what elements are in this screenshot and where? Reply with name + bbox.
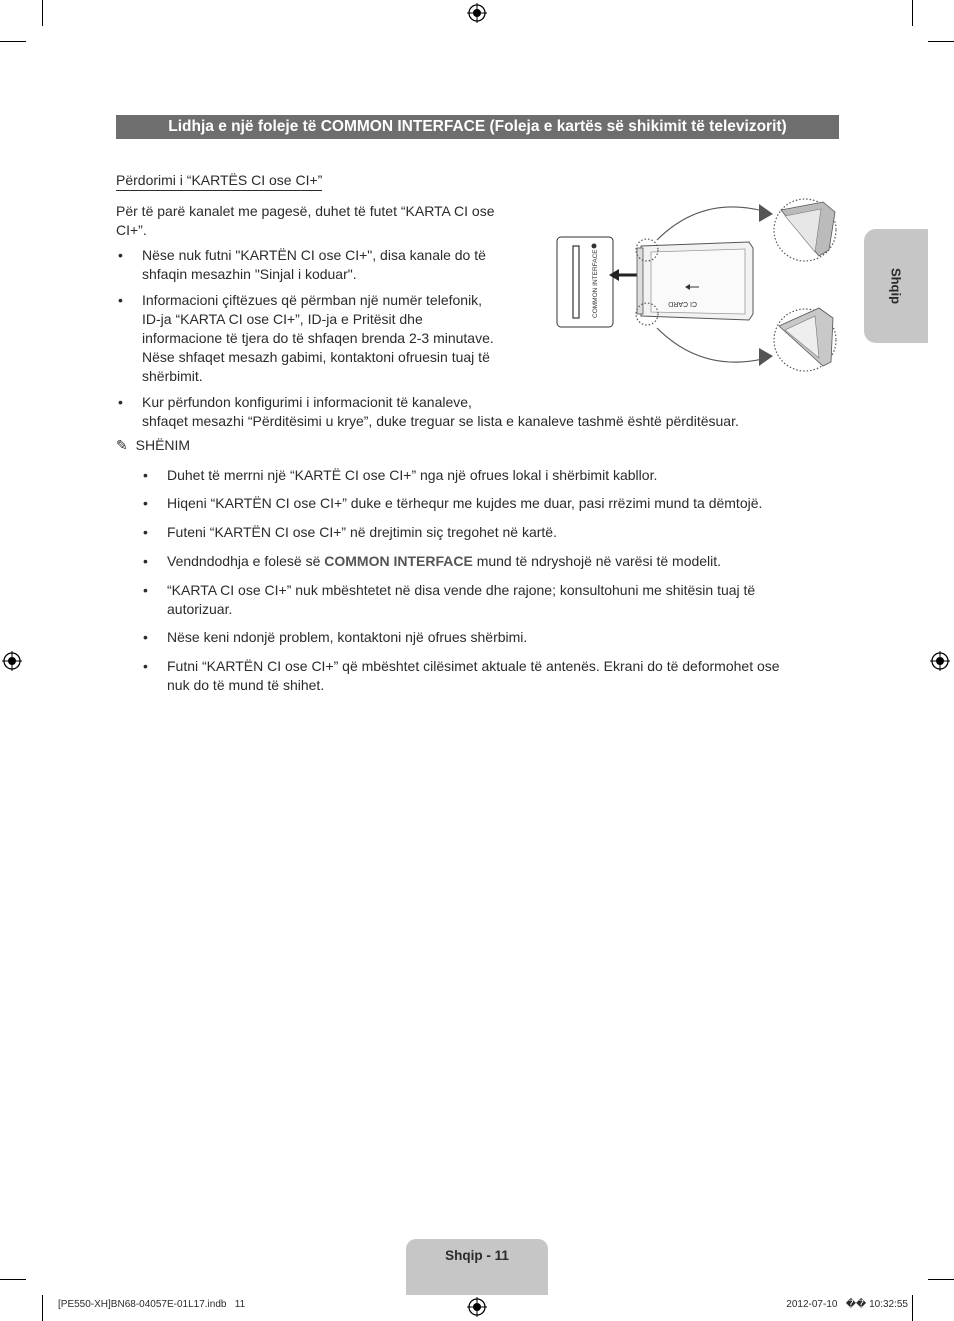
intro-line: CI+”. [116,222,147,238]
bullet-dot: • [143,553,148,569]
curved-arrow-icon [657,207,767,240]
list-item-text: ID-ja “KARTA CI ose CI+”, ID-ja e Pritësit dhe [142,311,423,327]
crop-mark [0,41,26,42]
list-item-text-post: mund të ndryshojë në varësi të modelit. [472,553,722,569]
list-item-text: Hiqeni “KARTËN CI ose CI+” duke e tërhequr me kujdes me duar, pasi rrëzimi mund ta dëmtojë. [167,495,763,511]
bullet-dot: • [143,467,148,483]
registration-mark-icon [467,3,487,23]
subheading: Përdorimi i “KARTËS CI ose CI+” [116,171,322,191]
crop-mark [42,1295,43,1321]
page-label: Shqip - 11 [445,1248,509,1263]
bullet-dot: • [143,582,148,598]
language-side-tab [864,229,928,343]
slot-label: COMMON INTERFACE [592,249,599,318]
list-item-text [167,552,721,571]
common-interface-emphasis: COMMON INTERFACE [324,553,473,569]
list-item-text: Informacioni çiftëzues që përmban një numër telefonik, [142,292,483,308]
crop-mark [912,1295,913,1321]
bullet-dot: • [143,495,148,511]
list-item [143,523,843,543]
footer-timestamp: 2012-07-10 �� 10:32:55 [786,1299,908,1310]
curved-arrow-head-icon [759,348,773,366]
registration-mark-icon [467,1297,487,1317]
bullet-dot: • [118,247,123,263]
list-item [143,581,843,621]
slot-indicator-icon [592,244,597,249]
registration-mark-icon [2,651,22,671]
list-item-text: shfaqet mesazhi “Përditësimi u krye”, duke treguar se lista e kanaleve tashmë është përditësuar. [142,413,739,429]
list-item [143,657,843,697]
list-item-text: shërbimit. [142,368,203,384]
list-item-text-pre: Vendndodhja e folesë së [167,553,325,569]
list-item-text: nuk do të mund të shihet. [167,677,325,693]
ci-card-face [651,249,745,314]
bullet-dot: • [143,658,148,674]
list-item [118,393,818,433]
crop-mark [0,1279,26,1280]
side-tab-label: Shqip [888,267,904,305]
page-number-tab [406,1239,548,1295]
section-title: Lidhja e një foleje të COMMON INTERFACE (Foleja e kartës së shikimit të televizorit) [116,115,839,139]
list-item [143,494,843,514]
note-label: SHËNIM [135,437,191,453]
slot-frame [557,237,613,327]
crop-mark [912,0,913,26]
list-item-text: informacione të tjera do të shfaqen brenda 2-3 minutave. [142,330,494,346]
curved-arrow-head-icon [759,204,773,222]
list-item-text: Duhet të merrni një “KARTË CI ose CI+” nga një ofrues lokal i shërbimit kabllor. [167,467,658,483]
list-item [143,466,843,486]
list-item-text: shfaqin mesazhin "Sinjal i koduar". [142,266,357,282]
bullet-dot: • [143,524,148,540]
bullet-dot: • [118,292,123,308]
crop-mark [42,0,43,26]
card-label: CI CARD [668,300,697,307]
intro-line: Për të parë kanalet me pagesë, duhet të futet “KARTA CI ose [116,203,495,219]
list-item [118,246,538,286]
bullet-dot: • [143,629,148,645]
note-header [116,436,190,455]
pencil-icon: ✎ [116,437,128,453]
registration-mark-icon [930,651,950,671]
list-item-text: Nëse nuk futni "KARTËN CI ose CI+", disa kanale do të [142,247,486,263]
footer-file-info: [PE550-XH]BN68-04057E-01L17.indb 11 [58,1299,246,1310]
list-item-text: Nëse keni ndonjë problem, kontaktoni një ofrues shërbimi. [167,629,528,645]
list-item-text: Futeni “KARTËN CI ose CI+” në drejtimin siç tregohet në kartë. [167,524,557,540]
list-item [143,628,843,648]
list-item-text: “KARTA CI ose CI+” nuk mbështetet në disa vende dhe rajone; konsultohuni me shitësin tuaj të [167,582,756,598]
list-item-text: autorizuar. [167,601,233,617]
crop-mark [928,41,954,42]
list-item-text: Kur përfundon konfigurimi i informacionit të kanaleve, [142,394,472,410]
list-item-text: Nëse shfaqet mesazh gabimi, kontaktoni ofruesin tuaj të [142,349,490,365]
crop-mark [928,1279,954,1280]
list-item-text: Futni “KARTËN CI ose CI+” që mbështet cilësimet aktuale të antenës. Ekrani do të deformohet ose [167,658,780,674]
ci-card-diagram [553,194,843,380]
list-item [118,291,538,387]
curved-arrow-icon [657,328,767,362]
bullet-dot: • [118,394,123,410]
list-item [143,552,843,572]
